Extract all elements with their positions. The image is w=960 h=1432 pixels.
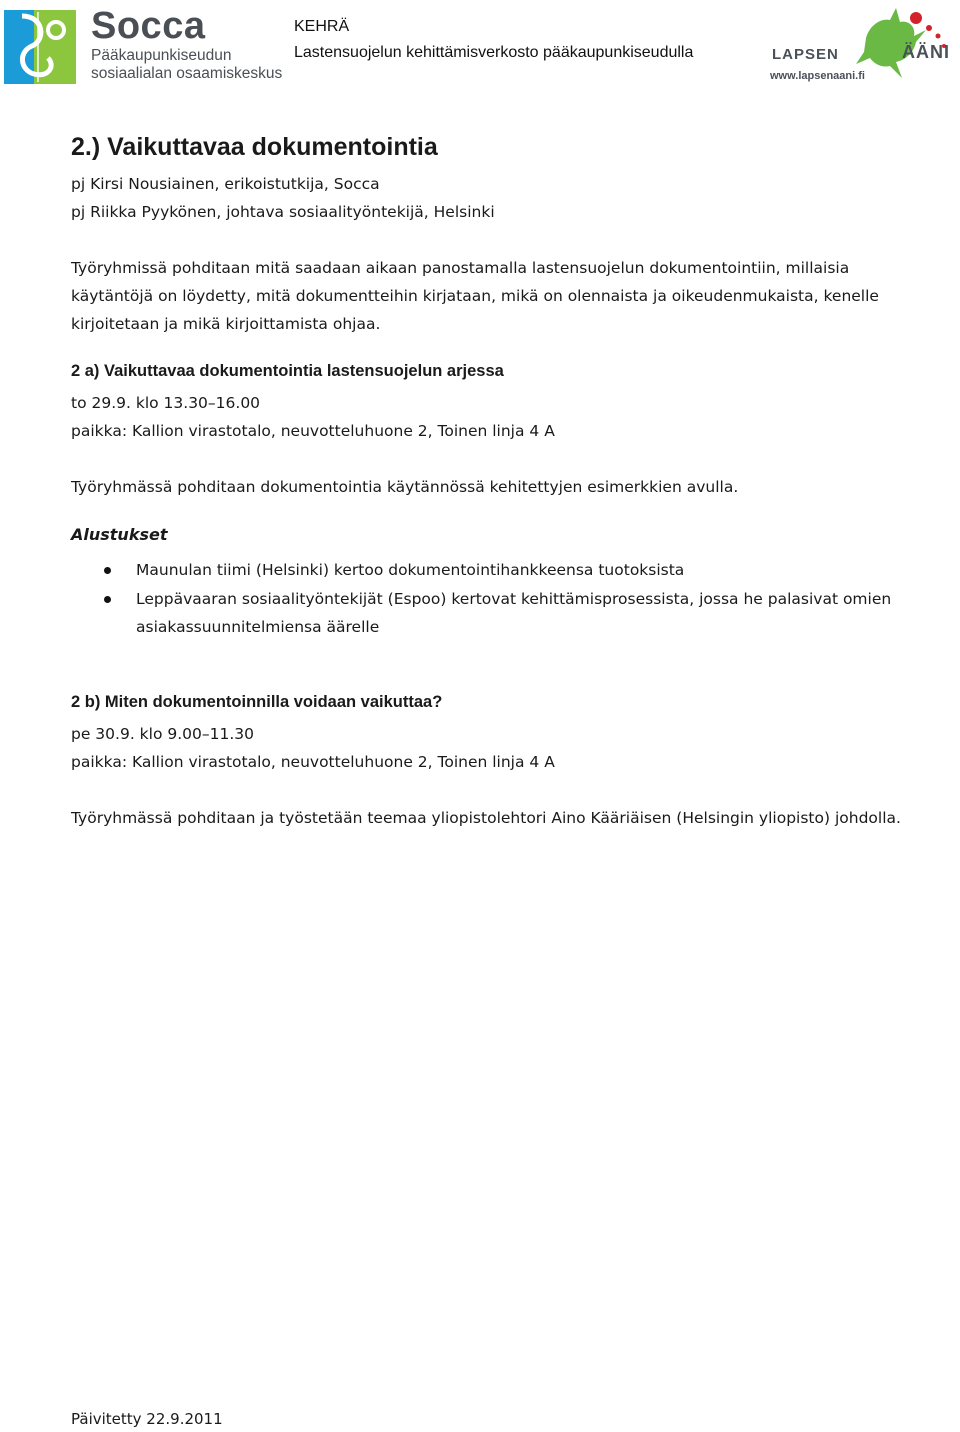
header-subtitle: Lastensuojelun kehittämisverkosto pääkaupunkiseudulla — [294, 44, 694, 61]
group-a-heading: 2 a) Vaikuttavaa dokumentointia lastensuojelun arjessa — [71, 362, 504, 380]
socca-logo-line1: Pääkaupunkiseudun — [91, 47, 232, 64]
socca-logo — [4, 5, 283, 84]
presentations-heading: Alustukset — [71, 525, 168, 544]
presentation-item: Maunulan tiimi (Helsinki) kertoo dokumentointihankkeensa tuotoksista — [136, 561, 685, 579]
presentation-item-continued: asiakassuunnitelmiensa äärelle — [136, 618, 380, 636]
presentation-item: Leppävaaran sosiaalityöntekijät (Espoo) kertovat kehittämisprosessista, jossa he palasivat omien — [136, 590, 892, 608]
intro-line: käytäntöjä on löydetty, mitä dokumentteihin kirjataan, mikä on olennaista ja oikeudenmukaista, kenelle — [71, 287, 879, 305]
group-b-description: Työryhmässä pohditaan ja työstetään teemaa yliopistolehtori Aino Kääriäisen (Helsingin yliopisto) johdolla. — [71, 809, 901, 827]
lapsen-aani-url: www.lapsenaani.fi — [770, 70, 865, 82]
chair-line: pj Riikka Pyykönen, johtava sosiaalityöntekijä, Helsinki — [71, 203, 495, 221]
lapsen-aani-logo — [766, 4, 956, 86]
socca-logo-mark — [4, 10, 76, 84]
bullet-icon — [104, 567, 111, 574]
section-heading: 2.) Vaikuttavaa dokumentointia — [71, 133, 438, 161]
footer-updated: Päivitetty 22.9.2011 — [71, 1410, 223, 1428]
socca-logo-line2: sosiaalialan osaamiskeskus — [91, 65, 283, 82]
intro-line: kirjoitetaan ja mikä kirjoittamista ohjaa. — [71, 315, 381, 333]
intro-line: Työryhmissä pohditaan mitä saadaan aikaan panostamalla lastensuojelun dokumentointiin, millaisia — [71, 259, 850, 277]
group-a-place: paikka: Kallion virastotalo, neuvotteluhuone 2, Toinen linja 4 A — [71, 422, 555, 440]
bullet-icon — [104, 596, 111, 603]
group-b-time: pe 30.9. klo 9.00–11.30 — [71, 725, 254, 743]
header-title: KEHRÄ — [294, 18, 350, 35]
group-b-heading: 2 b) Miten dokumentoinnilla voidaan vaikuttaa? — [71, 693, 443, 711]
group-a-time: to 29.9. klo 13.30–16.00 — [71, 394, 261, 412]
chair-line: pj Kirsi Nousiainen, erikoistutkija, Socca — [71, 175, 380, 193]
lapsen-aani-word2: ÄÄNI — [902, 42, 950, 62]
group-b-place: paikka: Kallion virastotalo, neuvotteluhuone 2, Toinen linja 4 A — [71, 753, 555, 771]
lapsen-aani-word1: LAPSEN — [772, 46, 839, 63]
socca-logo-name: Socca — [91, 5, 206, 47]
group-a-description: Työryhmässä pohditaan dokumentointia käytännössä kehitettyjen esimerkkien avulla. — [71, 478, 739, 496]
